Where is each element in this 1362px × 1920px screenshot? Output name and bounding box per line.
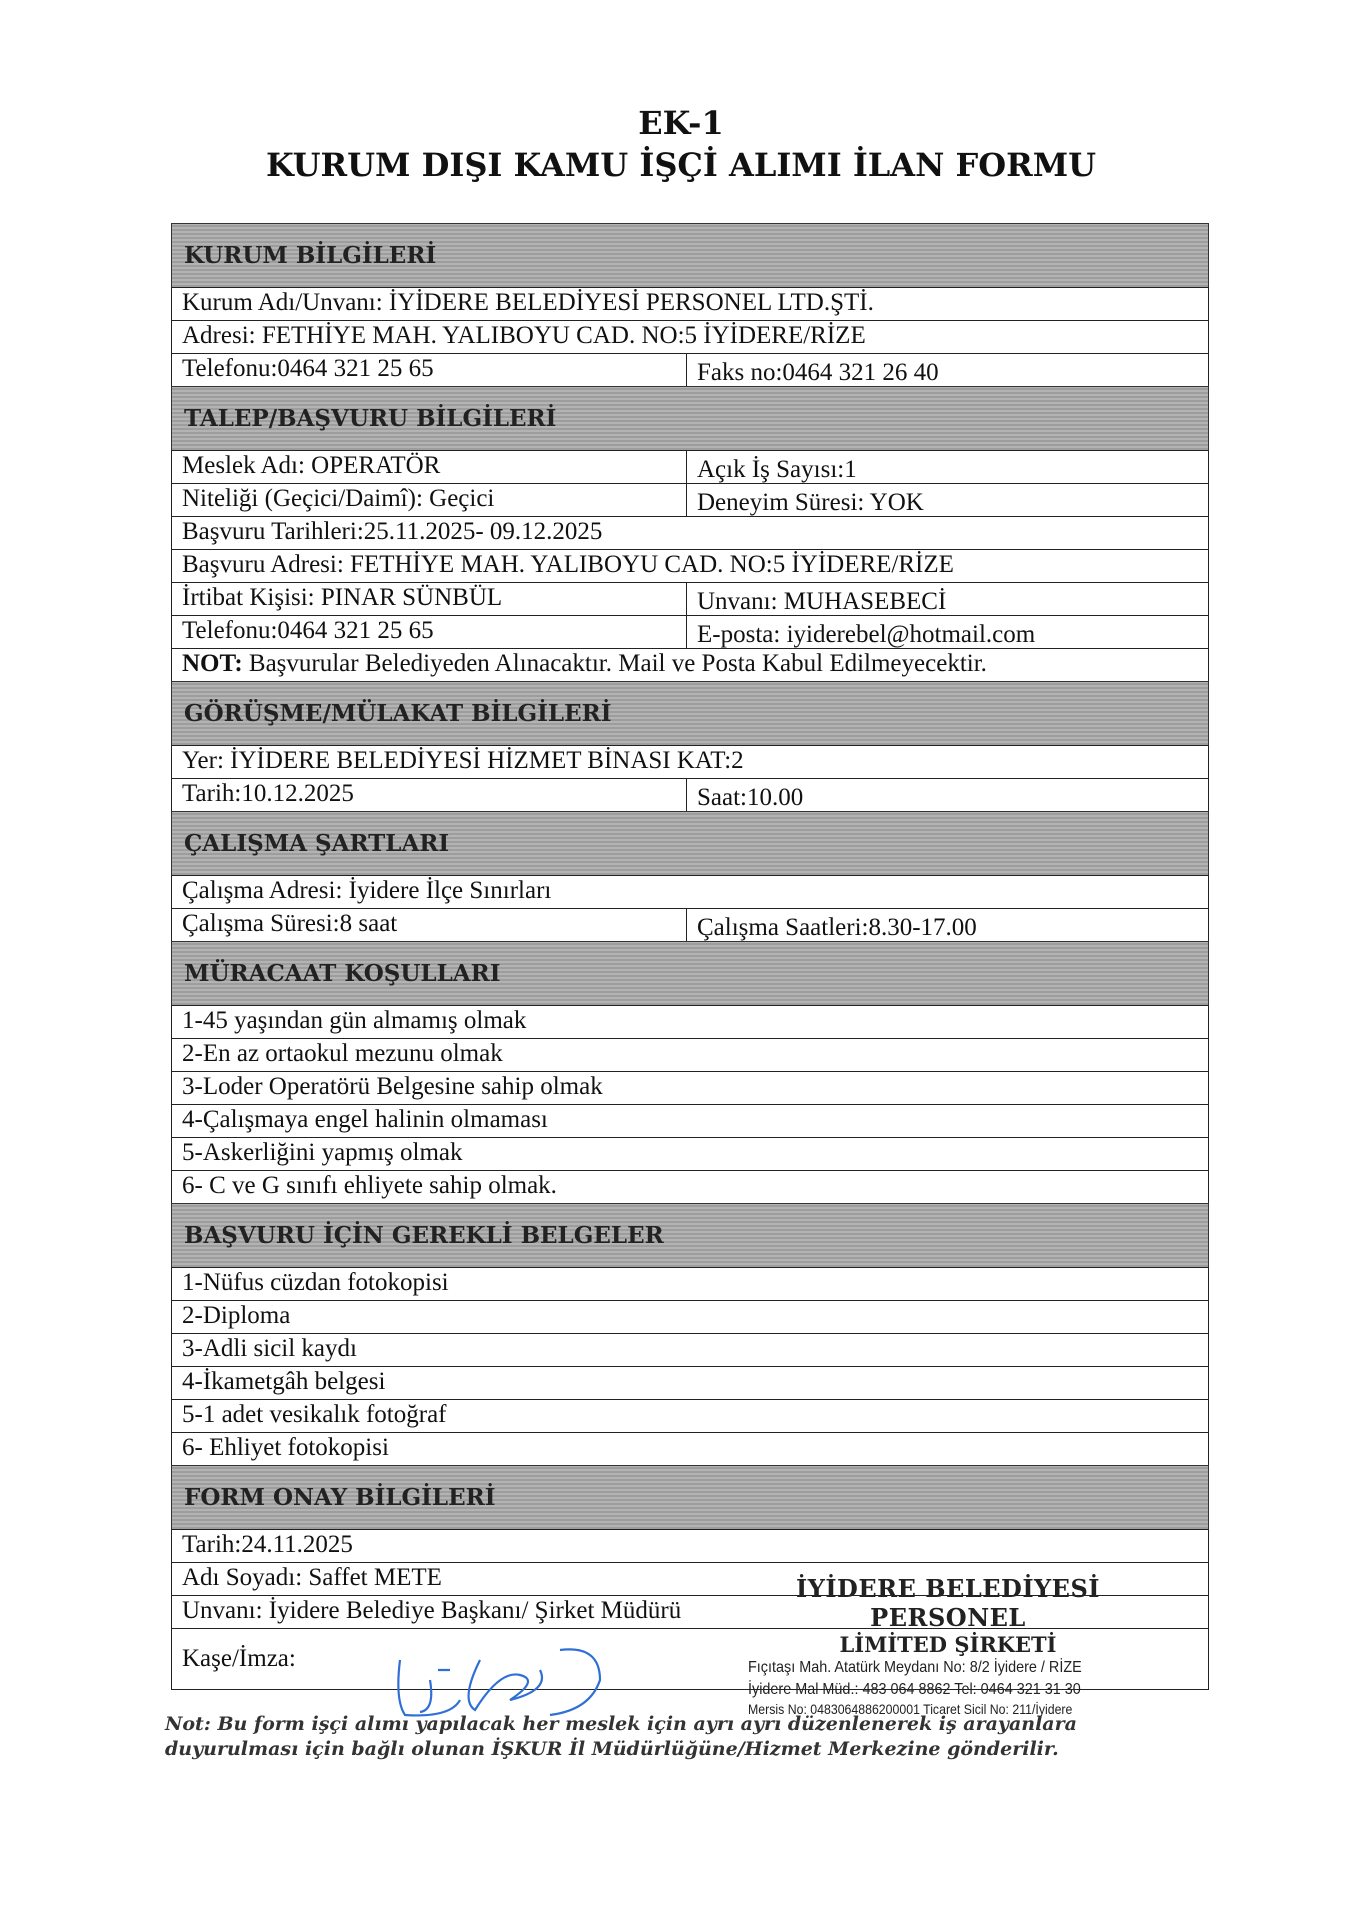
stamp-line: Fıçıtaşı Mah. Atatürk Meydanı No: 8/2 İyidere / RİZE [748, 1659, 1082, 1676]
form-field: E-posta: iyiderebel@hotmail.com [697, 621, 1036, 648]
form-field: Yer: İYİDERE BELEDİYESİ HİZMET BİNASI KAT:2 [182, 747, 744, 774]
form-field: Başvuru Adresi: FETHİYE MAH. YALIBOYU CAD. NO:5 İYİDERE/RİZE [182, 551, 954, 578]
form-field: Başvuru Tarihleri:25.11.2025- 09.12.2025 [182, 518, 603, 545]
form-field: 6- C ve G sınıfı ehliyete sahip olmak. [182, 1172, 557, 1199]
company-stamp [748, 1574, 1148, 1717]
form-row [171, 875, 1209, 908]
section-header: TALEP/BAŞVURU BİLGİLERİ [171, 386, 1209, 450]
section-header: ÇALIŞMA ŞARTLARI [171, 811, 1209, 875]
form-field: 2-Diploma [182, 1302, 291, 1329]
form-row [171, 745, 1209, 778]
form-field: Açık İş Sayısı:1 [697, 456, 857, 483]
form-field: 6- Ehliyet fotokopisi [182, 1434, 389, 1461]
form-row [171, 778, 1209, 811]
form-field: Kurum Adı/Unvanı: İYİDERE BELEDİYESİ PERSONEL LTD.ŞTİ. [182, 289, 874, 316]
annex-label: EK-1 [638, 104, 724, 142]
form-row [171, 1432, 1209, 1465]
form-field: 1-Nüfus cüzdan fotokopisi [182, 1269, 449, 1296]
form-row [171, 1267, 1209, 1300]
form-row [171, 1333, 1209, 1366]
form-field: 1-45 yaşından gün almamış olmak [182, 1007, 527, 1034]
form-row [171, 1399, 1209, 1432]
stamp-line: İYİDERE BELEDİYESİ PERSONEL [795, 1574, 1101, 1632]
form-field: Niteliği (Geçici/Daimî): Geçici [172, 484, 687, 516]
section-header: KURUM BİLGİLERİ [171, 223, 1209, 287]
form-row [171, 1104, 1209, 1137]
form-field: İrtibat Kişisi: PINAR SÜNBÜL [172, 583, 687, 615]
form-field: Meslek Adı: OPERATÖR [172, 451, 687, 483]
form-field: Telefonu:0464 321 25 65 [172, 616, 687, 648]
form-field: Faks no:0464 321 26 40 [697, 359, 939, 386]
form-field: 5-1 adet vesikalık fotoğraf [182, 1401, 447, 1428]
form-row [171, 582, 1209, 615]
form-field: Çalışma Süresi:8 saat [172, 909, 687, 941]
note-text: Başvurular Belediyeden Alınacaktır. Mail ve Posta Kabul Edilmeyecektir. [242, 650, 987, 677]
form-field: Çalışma Adresi: İyidere İlçe Sınırları [182, 877, 552, 904]
stamp-line: İyidere Mal Müd.: 483 064 8862 Tel: 0464 321 31 30 [748, 1681, 1081, 1698]
form-row [171, 1038, 1209, 1071]
form-row [171, 908, 1209, 941]
signature-icon [390, 1640, 620, 1720]
form-row [171, 549, 1209, 582]
form-field: Telefonu:0464 321 25 65 [172, 354, 687, 386]
section-header: GÖRÜŞME/MÜLAKAT BİLGİLERİ [171, 681, 1209, 745]
form-row [171, 1137, 1209, 1170]
form-row [171, 353, 1209, 386]
stamp-line: Mersis No: 0483064886200001 Ticaret Sicil No: 211/İyidere [748, 1701, 1073, 1717]
form-row [171, 516, 1209, 549]
footer-note: Not: Bu form işçi alımı yapılacak her meslek için ayrı ayrı düzenlenerek iş arayanlara duyurulması için bağlı olunan İŞKUR İl Müdürlüğüne/Hizmet Merkezine gönderilir. [165, 1713, 1077, 1760]
signature-label: Kaşe/İmza: [182, 1645, 296, 1672]
note-field [172, 649, 1208, 681]
form-field: 4-İkametgâh belgesi [182, 1368, 386, 1395]
page-title: KURUM DIŞI KAMU İŞÇİ ALIMI İLAN FORMU [265, 146, 1097, 184]
form-field: 5-Askerliğini yapmış olmak [182, 1139, 463, 1166]
form-row [171, 483, 1209, 516]
form-field: 2-En az ortaokul mezunu olmak [182, 1040, 503, 1067]
section-header: BAŞVURU İÇİN GEREKLİ BELGELER [171, 1203, 1209, 1267]
form-row [171, 615, 1209, 648]
form-field: Adı Soyadı: Saffet METE [182, 1564, 442, 1591]
form-row [171, 287, 1209, 320]
form-field: Çalışma Saatleri:8.30-17.00 [697, 914, 977, 941]
form-field: Deneyim Süresi: YOK [697, 489, 924, 516]
form-field: 3-Adli sicil kaydı [182, 1335, 357, 1362]
form-field: Unvanı: İyidere Belediye Başkanı/ Şirket Müdürü [182, 1597, 682, 1624]
form-field: Tarih:24.11.2025 [182, 1531, 353, 1558]
announcement-form [171, 223, 1209, 1690]
section-header: FORM ONAY BİLGİLERİ [171, 1465, 1209, 1529]
form-field: Saat:10.00 [697, 784, 804, 811]
form-row [171, 1005, 1209, 1038]
form-row [171, 1529, 1209, 1562]
stamp-line: LİMİTED ŞİRKETİ [839, 1632, 1057, 1657]
form-field: Tarih:10.12.2025 [172, 779, 687, 811]
form-row [171, 1366, 1209, 1399]
form-row [171, 1170, 1209, 1203]
form-row [171, 320, 1209, 353]
note-label: NOT: [182, 650, 243, 677]
form-row [171, 450, 1209, 483]
note-row [171, 648, 1209, 681]
form-row [171, 1300, 1209, 1333]
section-header: MÜRACAAT KOŞULLARI [171, 941, 1209, 1005]
form-field: Unvanı: MUHASEBECİ [697, 588, 947, 615]
form-field: Adresi: FETHİYE MAH. YALIBOYU CAD. NO:5 İYİDERE/RİZE [182, 322, 866, 349]
form-field: 4-Çalışmaya engel halinin olmaması [182, 1106, 548, 1133]
form-row [171, 1071, 1209, 1104]
form-field: 3-Loder Operatörü Belgesine sahip olmak [182, 1073, 603, 1100]
